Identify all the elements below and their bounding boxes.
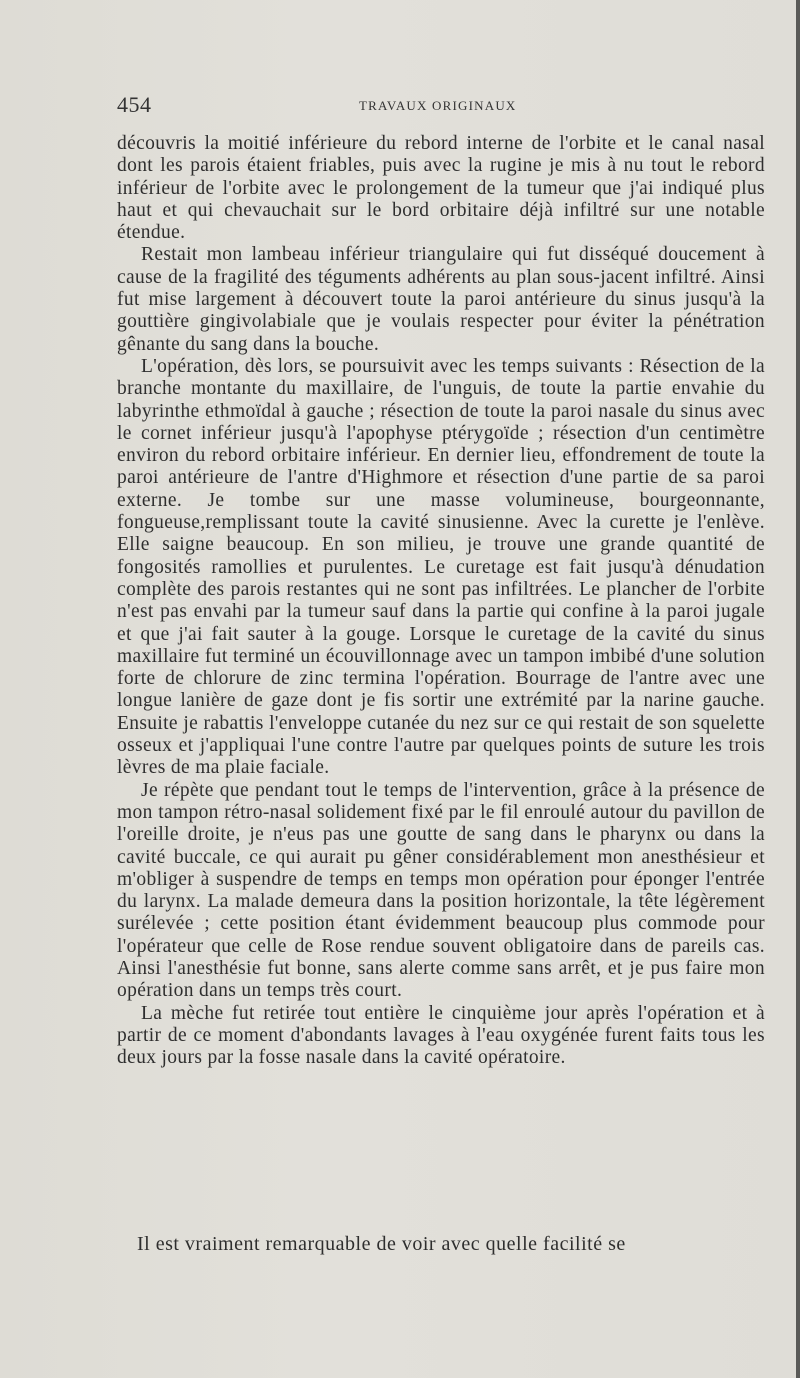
paragraph: L'opération, dès lors, se poursuivit avec les temps suivants : Résection de la branche montante du maxillaire, de l'unguis, de toute la partie envahie du labyrinthe ethmoïdal à gauche ; résection de toute la paroi nasale du sinus avec le cornet inférieur jusqu'à l'apophyse ptérygoïde ; résection d'un centimètre environ du rebord orbitaire inférieur. En dernier lieu, effondrement de toute la paroi antérieure de l'antre d'Highmore et résection d'une partie de sa paroi externe. Je tombe sur une masse volumineuse, bourgeonnante, fongueuse,remplissant toute la cavité sinusienne. Avec la curette je l'enlève. Elle saigne beaucoup. En son milieu, je trouve une grande quantité de fongosités ramollies et purulentes. Le curetage est fait jusqu'à dénudation complète des parois restantes qui ne sont pas infiltrées. Le plancher de l'orbite n'est pas envahi par la tumeur sauf dans la partie qui confine à la paroi jugale et que j'ai fait sauter à la gouge. Lorsque le curetage de la cavité du sinus maxillaire fut terminé un écouvillonnage avec un tampon imbibé d'une solution forte de chlorure de zinc termina l'opération. Bourrage de l'antre avec une longue lanière de gaze dont je fis sortir une extrémité par la narine gauche. Ensuite je rabattis l'enveloppe cutanée du nez sur ce qui restait de son squelette osseux et j'appliquai l'une contre l'autre par quelques points de suture les trois lèvres de ma plaie faciale. xyxy=(117,355,765,779)
paragraph: Je répète que pendant tout le temps de l'intervention, grâce à la présence de mon tampon rétro-nasal solidement fixé par le fil enroulé autour du pavillon de l'oreille droite, je n'eus pas une goutte de sang dans le pharynx ou dans la cavité buccale, ce qui aurait pu gêner considérablement mon anesthésieur et m'obliger à suspendre de temps en temps mon opération pour éponger l'entrée du larynx. La malade demeura dans la position horizontale, la tête légèrement surélevée ; cette position étant évidemment beaucoup plus commode pour l'opérateur que celle de Rose rendue souvent obligatoire dans de pareils cas. Ainsi l'anesthésie fut bonne, sans alerte comme sans arrêt, et je pus faire mon opération dans un temps très court. xyxy=(117,779,765,1002)
page-number: 454 xyxy=(117,92,152,117)
page-edge xyxy=(796,0,800,1378)
running-head: TRAVAUX ORIGINAUX xyxy=(359,98,517,113)
body-text xyxy=(117,133,765,1069)
final-line: Il est vraiment remarquable de voir avec quelle facilité se xyxy=(137,1233,626,1255)
paragraph: La mèche fut retirée tout entière le cinquième jour après l'opération et à partir de ce moment d'abondants lavages à l'eau oxygénée furent faits tous les deux jours par la fosse nasale dans la cavité opératoire. xyxy=(117,1002,765,1069)
paragraph-continuation: découvris la moitié inférieure du rebord interne de l'orbite et le canal nasal dont les parois étaient friables, puis avec la rugine je mis à nu tout le rebord inférieur de l'orbite avec le prolongement de la tumeur que j'ai indiqué plus haut et qui chevauchait sur le bord orbitaire déjà infiltré sur une notable étendue. xyxy=(117,133,765,244)
paragraph: Restait mon lambeau inférieur triangulaire qui fut disséqué doucement à cause de la fragilité des téguments adhérents au plan sous-jacent infiltré. Ainsi fut mise largement à découvert toute la paroi antérieure du sinus jusqu'à la gouttière gingivolabiale que je voulais respecter pour éviter la pénétration gênante du sang dans la bouche. xyxy=(117,244,765,355)
page-header xyxy=(117,92,765,122)
